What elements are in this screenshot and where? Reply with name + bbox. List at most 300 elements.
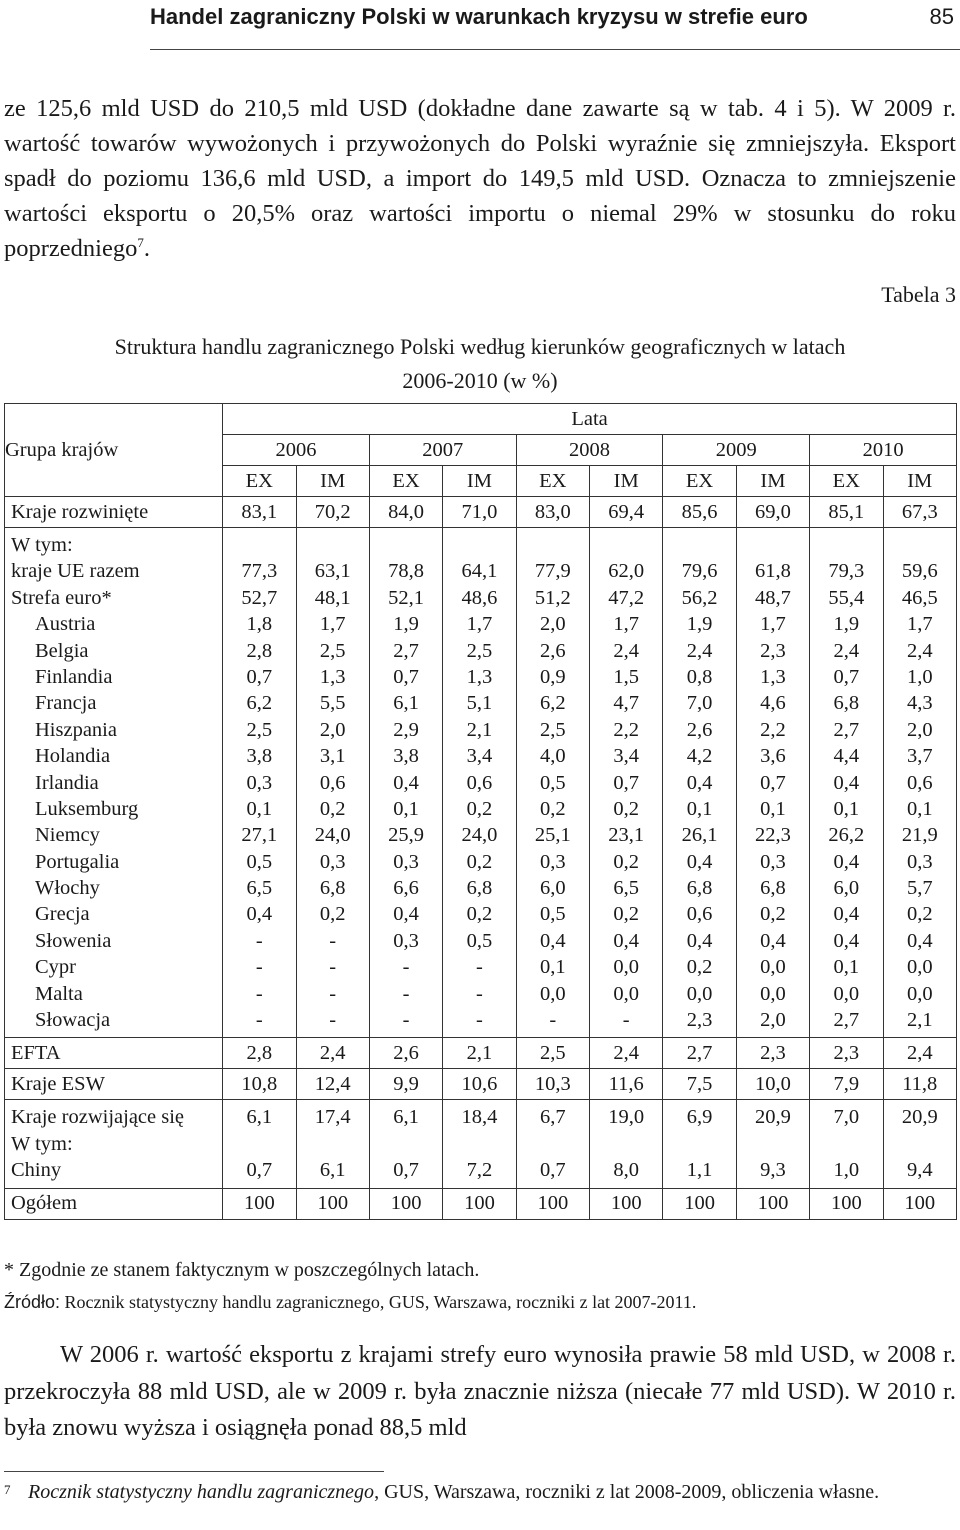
table-cell: 0,0 xyxy=(833,982,860,1005)
table-cell: 2,0 xyxy=(906,718,933,741)
table-cell: 0,3 xyxy=(540,850,566,873)
row-label: Słowenia xyxy=(35,929,112,952)
table-cell: 0,5 xyxy=(466,929,493,952)
table-caption-line-2: 2006-2010 (w %) xyxy=(402,368,558,393)
table-cell: 48,1 xyxy=(314,586,351,609)
column-value-stack xyxy=(443,532,515,1033)
table-cell: 26,2 xyxy=(828,824,865,847)
table-cell: 1,5 xyxy=(613,665,640,688)
table-cell xyxy=(810,1131,882,1157)
table-cell: 2,1 xyxy=(466,718,493,741)
row-label-stack xyxy=(11,532,222,1033)
table-cell: 3,6 xyxy=(760,745,786,768)
group-header-cell xyxy=(5,404,223,497)
row-label: Słowacja xyxy=(35,1009,111,1032)
table-cell: 23,1 xyxy=(608,824,645,847)
table-cell: 0,1 xyxy=(906,797,933,820)
table-cell xyxy=(590,1131,662,1157)
row-label: Grecja xyxy=(35,903,90,926)
table-cell: 2,9 xyxy=(393,718,419,741)
table-cell: 59,6 xyxy=(901,560,938,583)
table-cell: 0,6 xyxy=(686,903,713,926)
table-column-cell xyxy=(223,1100,296,1188)
table-cell: 5,1 xyxy=(466,692,493,715)
table-cell: 6,1 xyxy=(319,1159,346,1182)
row-label: Belgia xyxy=(35,639,89,662)
row-label-group xyxy=(5,1100,223,1188)
table-cell: 0,9 xyxy=(540,665,566,688)
table-cell: 6,9 xyxy=(686,1106,713,1129)
table-cell: 0,3 xyxy=(906,850,933,873)
table-cell: 3,7 xyxy=(906,745,933,768)
table-cell: 46,5 xyxy=(901,586,938,609)
year-header-cell: 2010 xyxy=(810,435,957,466)
table-cell: - xyxy=(255,956,263,979)
table-cell: 100 xyxy=(223,1188,296,1219)
table-cell: 2,0 xyxy=(540,613,566,636)
table-cell: 25,9 xyxy=(388,824,425,847)
table-cell: 2,7 xyxy=(393,639,419,662)
table-cell: 0,3 xyxy=(393,929,419,952)
table-cell: 2,7 xyxy=(663,1038,736,1069)
table-cell xyxy=(370,1131,442,1157)
column-value-stack xyxy=(590,532,662,1033)
table-cell: 78,8 xyxy=(388,560,425,583)
table-cell: 0,0 xyxy=(613,956,640,979)
row-label-group xyxy=(5,528,223,1038)
table-cell: 0,7 xyxy=(246,665,273,688)
table-cell xyxy=(223,1131,295,1157)
table-cell xyxy=(443,1131,515,1157)
table-cell: 5,7 xyxy=(906,877,933,900)
table-cell: 6,7 xyxy=(540,1106,566,1129)
table-cell xyxy=(370,532,442,558)
table-column-cell xyxy=(883,528,956,1038)
table-cell: 1,9 xyxy=(686,613,713,636)
table-cell: 0,1 xyxy=(393,797,419,820)
column-value-stack xyxy=(737,532,809,1033)
column-value-stack xyxy=(370,532,442,1033)
import-header-cell: IM xyxy=(883,466,956,497)
body-paragraph-2: W 2006 r. wartość eksportu z krajami strefy euro wynosiła prawie 58 mld USD, w 2008 r. przekroczyła 88 mld USD, ale w 2009 r. była znacznie niższa (niecałe 77 mld USD). W 2010 r. była znowu wyższa i osiągnęła ponad 88,5 mld xyxy=(4,1341,956,1441)
table-cell: 100 xyxy=(296,1188,369,1219)
column-value-stack xyxy=(663,1104,735,1183)
table-cell: 0,2 xyxy=(466,850,493,873)
table-source xyxy=(4,1292,696,1313)
table-cell xyxy=(297,532,369,558)
table-cell: 0,0 xyxy=(760,956,786,979)
table-cell: 0,6 xyxy=(319,771,346,794)
table-cell: 77,9 xyxy=(534,560,571,583)
table-cell: 9,4 xyxy=(906,1159,933,1182)
table-cell: 0,5 xyxy=(246,850,273,873)
table-cell xyxy=(223,532,295,558)
table-cell: - xyxy=(329,956,337,979)
table-cell: 6,1 xyxy=(393,1106,419,1129)
table-cell: 0,1 xyxy=(833,797,860,820)
table-cell: - xyxy=(329,1009,337,1032)
column-value-stack xyxy=(443,1104,515,1183)
table-cell: 0,2 xyxy=(319,903,346,926)
table-cell: 7,2 xyxy=(466,1159,493,1182)
row-label: Austria xyxy=(35,613,96,636)
table-row-group xyxy=(5,528,957,1038)
table-cell: 0,3 xyxy=(246,771,273,794)
footnote-body xyxy=(4,1478,954,1506)
row-label: EFTA xyxy=(5,1038,223,1069)
body-paragraph-1-end: . xyxy=(143,235,150,262)
table-cell: - xyxy=(329,982,337,1005)
table-row xyxy=(5,1038,957,1069)
table-cell: 1,1 xyxy=(686,1159,713,1182)
column-value-stack xyxy=(370,1104,442,1183)
row-label: Chiny xyxy=(11,1159,62,1182)
table-cell: 0,4 xyxy=(833,903,860,926)
table-cell: 0,4 xyxy=(833,929,860,952)
row-label: Kraje rozwinięte xyxy=(5,497,223,528)
table-cell: 2,0 xyxy=(760,1009,786,1032)
table-cell: 1,3 xyxy=(319,665,346,688)
table-cell xyxy=(443,532,515,558)
table-cell: 48,6 xyxy=(461,586,498,609)
column-value-stack xyxy=(663,532,735,1033)
table-cell: 6,8 xyxy=(833,692,860,715)
table-cell: 2,2 xyxy=(613,718,640,741)
table-cell: - xyxy=(402,1009,410,1032)
table-cell: 84,0 xyxy=(369,497,442,528)
table-cell: 0,2 xyxy=(540,797,566,820)
table-cell: 0,2 xyxy=(906,903,933,926)
table-cell xyxy=(590,532,662,558)
table-cell: 2,4 xyxy=(590,1038,663,1069)
table-cell: 18,4 xyxy=(461,1106,498,1129)
table-cell: 0,7 xyxy=(246,1159,273,1182)
table-cell: 0,4 xyxy=(686,929,713,952)
table-cell: 2,4 xyxy=(686,639,713,662)
header-row-years-title xyxy=(5,404,957,435)
table-cell: 20,9 xyxy=(755,1106,791,1129)
table-cell: - xyxy=(329,929,337,952)
table-label: Tabela 3 xyxy=(881,282,956,307)
table-cell: 0,2 xyxy=(466,903,493,926)
footnote-divider xyxy=(4,1471,384,1472)
table-cell: - xyxy=(476,956,483,979)
table-cell: 6,1 xyxy=(393,692,419,715)
table-cell: 2,4 xyxy=(883,1038,956,1069)
table-cell: - xyxy=(476,1009,483,1032)
table-caption xyxy=(0,330,960,398)
table-cell: 0,5 xyxy=(540,903,566,926)
table-cell: 2,5 xyxy=(516,1038,589,1069)
table-cell: 2,1 xyxy=(906,1009,933,1032)
table-cell: 0,7 xyxy=(393,665,419,688)
table-cell: 2,3 xyxy=(760,639,786,662)
column-value-stack xyxy=(517,532,589,1033)
table-cell: 11,6 xyxy=(590,1069,663,1100)
years-header: Lata xyxy=(571,407,608,430)
table-cell: 55,4 xyxy=(828,586,865,609)
years-header-cell xyxy=(223,404,957,435)
table-cell: 0,0 xyxy=(906,956,933,979)
row-label: Luksemburg xyxy=(35,797,139,820)
column-value-stack xyxy=(810,532,882,1033)
table-cell: 0,1 xyxy=(246,797,273,820)
table-cell xyxy=(297,1131,369,1157)
table-cell: 2,8 xyxy=(246,639,273,662)
table-cell: - xyxy=(402,956,410,979)
table-cell: 2,5 xyxy=(466,639,493,662)
table-row xyxy=(5,497,957,528)
table-cell: 2,7 xyxy=(833,1009,860,1032)
table-cell: 3,4 xyxy=(613,745,640,768)
table-column-cell xyxy=(590,1100,663,1188)
table-cell: 100 xyxy=(663,1188,736,1219)
export-header-cell: EX xyxy=(223,466,296,497)
table-cell: 6,2 xyxy=(246,692,273,715)
running-header-title: Handel zagraniczny Polski w warunkach kryzysu w strefie euro xyxy=(150,4,808,29)
table-cell: 0,7 xyxy=(760,771,786,794)
row-label: W tym: xyxy=(11,534,73,556)
table-cell: 77,3 xyxy=(241,560,278,583)
body-paragraph-1-text: ze 125,6 mld USD do 210,5 mld USD (dokładne dane zawarte są w tab. 4 i 5). W 2009 r. wartość towarów wywożonych i przywożonych do Polski wyraźnie się zmniejszyła. Eksport spadł do poziomu 136,6 mld USD, a import do 149,5 mld USD. Oznacza to zmniejszenie wartości eksportu o 20,5% oraz wartości importu o niemal 29% w stosunku do roku poprzedniego xyxy=(4,95,956,262)
table-cell: - xyxy=(255,1009,263,1032)
table-cell: 48,7 xyxy=(755,586,791,609)
table-cell: 4,3 xyxy=(906,692,933,715)
table-cell: 0,5 xyxy=(540,771,566,794)
table-cell: 1,7 xyxy=(466,613,493,636)
table-cell: 0,4 xyxy=(906,929,933,952)
table-cell: 25,1 xyxy=(534,824,571,847)
footnote-reference[interactable]: 7 xyxy=(137,234,144,250)
table-cell: 20,9 xyxy=(901,1106,938,1129)
table-cell: 10,0 xyxy=(736,1069,809,1100)
table-cell: 0,7 xyxy=(613,771,640,794)
year-header-cell: 2006 xyxy=(223,435,370,466)
table-cell: 4,2 xyxy=(686,745,713,768)
table-cell: 0,7 xyxy=(833,665,860,688)
table-cell: 0,8 xyxy=(686,665,713,688)
table-cell: 2,3 xyxy=(686,1009,713,1032)
column-value-stack xyxy=(737,1104,809,1183)
table-cell: 2,3 xyxy=(736,1038,809,1069)
table-cell: 7,0 xyxy=(686,692,713,715)
table-cell: - xyxy=(476,982,483,1005)
table-cell: - xyxy=(255,929,263,952)
table-cell: 2,7 xyxy=(833,718,860,741)
table-cell: 0,2 xyxy=(760,903,786,926)
table-cell: 52,7 xyxy=(241,586,278,609)
table-cell: 0,0 xyxy=(906,982,933,1005)
row-label: Francja xyxy=(35,692,97,715)
table-cell: 1,3 xyxy=(466,665,493,688)
table-cell: 100 xyxy=(369,1188,442,1219)
table-cell: 2,5 xyxy=(246,718,273,741)
table-cell: 2,6 xyxy=(540,639,566,662)
table-cell: 3,1 xyxy=(319,745,346,768)
table-column-cell xyxy=(810,1100,883,1188)
table-cell: 0,4 xyxy=(393,903,419,926)
table-cell: 62,0 xyxy=(608,560,645,583)
table-cell: 0,2 xyxy=(319,797,346,820)
table-cell: 10,8 xyxy=(223,1069,296,1100)
row-label: Strefa euro* xyxy=(11,586,112,609)
table-cell: 1,7 xyxy=(319,613,346,636)
export-header-cell: EX xyxy=(663,466,736,497)
page-footnote xyxy=(4,1478,954,1506)
table-cell: 0,4 xyxy=(613,929,640,952)
table-cell: 6,5 xyxy=(246,877,273,900)
table-cell: 24,0 xyxy=(461,824,498,847)
table-cell: 79,6 xyxy=(681,560,718,583)
table-cell: 4,4 xyxy=(833,745,860,768)
table-cell: 1,9 xyxy=(833,613,860,636)
table-column-cell xyxy=(663,1100,736,1188)
table-cell: 4,0 xyxy=(540,745,566,768)
table-cell xyxy=(663,532,735,558)
table-cell: 64,1 xyxy=(461,560,498,583)
table-column-cell xyxy=(223,528,296,1038)
table-cell: 21,9 xyxy=(901,824,938,847)
footnote-text: , GUS, Warszawa, roczniki z lat 2008-2009, obliczenia własne. xyxy=(374,1481,880,1503)
header-divider xyxy=(150,49,960,50)
table-cell: 7,5 xyxy=(663,1069,736,1100)
row-label: Cypr xyxy=(35,956,76,979)
table-cell: 0,2 xyxy=(613,797,640,820)
table-cell: 3,8 xyxy=(393,745,419,768)
table-cell: 2,6 xyxy=(369,1038,442,1069)
table-cell: 100 xyxy=(590,1188,663,1219)
table-cell: 0,1 xyxy=(686,797,713,820)
table-cell: 2,8 xyxy=(223,1038,296,1069)
table-cell: 100 xyxy=(736,1188,809,1219)
table-cell: 1,7 xyxy=(613,613,640,636)
table-cell: 10,3 xyxy=(516,1069,589,1100)
table-cell: 6,8 xyxy=(466,877,493,900)
table-column-cell xyxy=(736,1100,809,1188)
table-cell: 0,1 xyxy=(760,797,786,820)
table-cell: 85,1 xyxy=(810,497,883,528)
column-value-stack xyxy=(517,1104,589,1183)
table-caption-line-1: Struktura handlu zagranicznego Polski według kierunków geograficznych w latach xyxy=(114,334,846,359)
table-cell: 12,4 xyxy=(296,1069,369,1100)
table-cell: 0,0 xyxy=(686,982,713,1005)
table-cell: 3,4 xyxy=(466,745,493,768)
table-column-cell xyxy=(810,528,883,1038)
row-label-stack xyxy=(11,1104,222,1183)
table-cell: 61,8 xyxy=(755,560,791,583)
row-label: Niemcy xyxy=(35,824,100,847)
table-cell: 0,3 xyxy=(319,850,346,873)
table-cell: 52,1 xyxy=(388,586,425,609)
table-cell: 0,4 xyxy=(760,929,786,952)
table-cell: 0,4 xyxy=(833,850,860,873)
column-value-stack xyxy=(884,532,956,1033)
table-cell: 27,1 xyxy=(241,824,278,847)
row-label: Włochy xyxy=(35,877,100,900)
table-column-cell xyxy=(296,528,369,1038)
column-value-stack xyxy=(223,1104,295,1183)
group-header: Grupa krajów xyxy=(5,438,119,461)
table-cell: 100 xyxy=(443,1188,516,1219)
table-cell: 5,5 xyxy=(319,692,346,715)
table-cell: 3,8 xyxy=(246,745,273,768)
table-cell: 0,7 xyxy=(393,1159,419,1182)
table-cell: 79,3 xyxy=(828,560,865,583)
table-cell: 0,4 xyxy=(686,850,713,873)
table-cell xyxy=(517,1131,589,1157)
table-column-cell xyxy=(663,528,736,1038)
table-cell: 6,8 xyxy=(760,877,786,900)
table-cell: - xyxy=(549,1009,557,1032)
source-text: Rocznik statystyczny handlu zagranicznego, GUS, Warszawa, roczniki z lat 2007-2011. xyxy=(64,1292,697,1312)
column-value-stack xyxy=(884,1104,956,1183)
trade-structure-table xyxy=(4,403,957,1220)
page-number: 85 xyxy=(929,4,954,29)
table-cell xyxy=(663,1131,735,1157)
table-cell: 2,4 xyxy=(833,639,860,662)
import-header-cell: IM xyxy=(443,466,516,497)
table-footnote: * Zgodnie ze stanem faktycznym w poszczególnych latach. xyxy=(4,1259,480,1281)
column-value-stack xyxy=(223,532,295,1033)
table-cell: 47,2 xyxy=(608,586,645,609)
table-cell: 1,7 xyxy=(906,613,933,636)
row-label: Irlandia xyxy=(35,771,99,794)
table-cell: 9,3 xyxy=(760,1159,786,1182)
table-cell: 0,4 xyxy=(393,771,419,794)
body-paragraph-1 xyxy=(4,91,956,266)
table-cell: 1,0 xyxy=(906,665,933,688)
row-label: Hiszpania xyxy=(35,718,117,741)
running-header xyxy=(0,0,960,50)
table-cell: 0,4 xyxy=(246,903,273,926)
year-header-cell: 2009 xyxy=(663,435,810,466)
row-label: kraje UE razem xyxy=(11,560,140,583)
table-cell xyxy=(737,532,809,558)
table-cell: 7,0 xyxy=(833,1106,860,1129)
table-body xyxy=(5,404,957,1220)
table-column-cell xyxy=(369,1100,442,1188)
table-cell: 0,6 xyxy=(906,771,933,794)
import-header-cell: IM xyxy=(590,466,663,497)
table-cell: 0,0 xyxy=(760,982,786,1005)
table-cell: 6,2 xyxy=(540,692,566,715)
table-cell: 0,2 xyxy=(613,903,640,926)
table-cell: 2,0 xyxy=(319,718,346,741)
table-cell: 0,1 xyxy=(833,956,860,979)
column-value-stack xyxy=(297,532,369,1033)
table-cell: 1,8 xyxy=(246,613,273,636)
table-row xyxy=(5,1188,957,1219)
export-header-cell: EX xyxy=(369,466,442,497)
table-cell: 100 xyxy=(883,1188,956,1219)
table-column-cell xyxy=(883,1100,956,1188)
source-prefix: Źródło: xyxy=(4,1292,61,1312)
table-cell: 2,4 xyxy=(906,639,933,662)
import-header-cell: IM xyxy=(296,466,369,497)
table-cell: 69,0 xyxy=(736,497,809,528)
table-column-cell xyxy=(516,528,589,1038)
row-label: Holandia xyxy=(35,745,111,768)
table-cell: 1,9 xyxy=(393,613,419,636)
column-value-stack xyxy=(810,1104,882,1183)
table-cell: 0,0 xyxy=(613,982,640,1005)
table-cell: 85,6 xyxy=(663,497,736,528)
table-cell: 1,7 xyxy=(760,613,786,636)
table-cell: 24,0 xyxy=(314,824,351,847)
table-cell: 11,8 xyxy=(883,1069,956,1100)
table-cell: 1,3 xyxy=(760,665,786,688)
table-cell xyxy=(884,532,956,558)
